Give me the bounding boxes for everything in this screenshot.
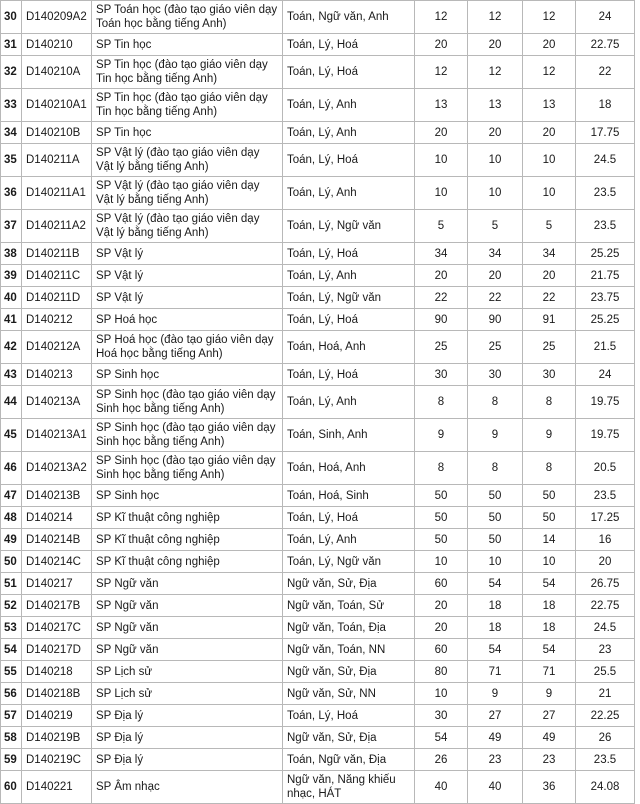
- table-row: [1, 265, 635, 287]
- cell-admitted: 27: [523, 705, 576, 727]
- cell-major: SP Vật lý: [92, 265, 283, 287]
- cell-stt: 45: [1, 419, 22, 452]
- cell-stt: 46: [1, 452, 22, 485]
- cell-code: D140213A2: [22, 452, 92, 485]
- cell-quota: 13: [415, 89, 468, 122]
- cell-stt: 44: [1, 386, 22, 419]
- cell-stt: 60: [1, 771, 22, 804]
- cell-subjects: Ngữ văn, Toán, Địa: [283, 617, 415, 639]
- cell-score: 23.5: [576, 210, 635, 243]
- cell-registered: 9: [468, 683, 523, 705]
- cell-major: SP Kĩ thuật công nghiệp: [92, 529, 283, 551]
- table-row: [1, 331, 635, 364]
- cell-quota: 10: [415, 144, 468, 177]
- cell-registered: 23: [468, 749, 523, 771]
- table-row: [1, 144, 635, 177]
- cell-major: SP Toán học (đào tạo giáo viên dạy Toán học bằng tiếng Anh): [92, 1, 283, 34]
- cell-quota: 20: [415, 595, 468, 617]
- cell-admitted: 23: [523, 749, 576, 771]
- cell-score: 23.75: [576, 287, 635, 309]
- cell-registered: 90: [468, 309, 523, 331]
- cell-registered: 25: [468, 331, 523, 364]
- cell-quota: 20: [415, 617, 468, 639]
- cell-score: 20.5: [576, 452, 635, 485]
- cell-major: SP Tin học (đào tạo giáo viên dạy Tin học bằng tiếng Anh): [92, 56, 283, 89]
- cell-quota: 10: [415, 177, 468, 210]
- cell-code: D140211C: [22, 265, 92, 287]
- cell-major: SP Tin học (đào tạo giáo viên dạy Tin học bằng tiếng Anh): [92, 89, 283, 122]
- cell-registered: 10: [468, 177, 523, 210]
- cell-quota: 26: [415, 749, 468, 771]
- table-row: [1, 287, 635, 309]
- cell-registered: 22: [468, 287, 523, 309]
- cell-admitted: 71: [523, 661, 576, 683]
- cell-subjects: Toán, Lý, Hoá: [283, 56, 415, 89]
- cell-score: 26.75: [576, 573, 635, 595]
- cell-registered: 30: [468, 364, 523, 386]
- cell-code: D140218B: [22, 683, 92, 705]
- cell-score: 22.75: [576, 595, 635, 617]
- cell-code: D140217D: [22, 639, 92, 661]
- table-row: [1, 364, 635, 386]
- cell-score: 24.08: [576, 771, 635, 804]
- table-row: [1, 661, 635, 683]
- cell-registered: 50: [468, 507, 523, 529]
- cell-major: SP Vật lý: [92, 287, 283, 309]
- cell-stt: 42: [1, 331, 22, 364]
- cell-subjects: Ngữ văn, Năng khiếu nhạc, HÁT: [283, 771, 415, 804]
- table-row: [1, 56, 635, 89]
- cell-code: D140211A2: [22, 210, 92, 243]
- cell-subjects: Toán, Lý, Anh: [283, 529, 415, 551]
- cell-admitted: 54: [523, 639, 576, 661]
- cell-major: SP Ngữ văn: [92, 617, 283, 639]
- cell-quota: 50: [415, 507, 468, 529]
- cell-registered: 50: [468, 485, 523, 507]
- cell-score: 21.75: [576, 265, 635, 287]
- cell-stt: 56: [1, 683, 22, 705]
- cell-subjects: Toán, Lý, Anh: [283, 177, 415, 210]
- cell-subjects: Ngữ văn, Sử, Địa: [283, 573, 415, 595]
- cell-stt: 53: [1, 617, 22, 639]
- cell-registered: 9: [468, 419, 523, 452]
- cell-quota: 12: [415, 1, 468, 34]
- cell-stt: 43: [1, 364, 22, 386]
- cell-code: D140211A1: [22, 177, 92, 210]
- cell-registered: 27: [468, 705, 523, 727]
- cell-registered: 13: [468, 89, 523, 122]
- cell-code: D140219C: [22, 749, 92, 771]
- cell-major: SP Kĩ thuật công nghiệp: [92, 507, 283, 529]
- cell-major: SP Sinh học: [92, 485, 283, 507]
- cell-code: D140212: [22, 309, 92, 331]
- table-row: [1, 551, 635, 573]
- cell-subjects: Ngữ văn, Sử, Địa: [283, 727, 415, 749]
- cell-score: 23.5: [576, 485, 635, 507]
- cell-registered: 20: [468, 34, 523, 56]
- cell-admitted: 18: [523, 595, 576, 617]
- cell-admitted: 10: [523, 177, 576, 210]
- cell-admitted: 22: [523, 287, 576, 309]
- cell-quota: 54: [415, 727, 468, 749]
- cell-major: SP Vật lý (đào tạo giáo viên dạy Vật lý bằng tiếng Anh): [92, 210, 283, 243]
- cell-code: D140210B: [22, 122, 92, 144]
- table-row: [1, 34, 635, 56]
- cell-code: D140219: [22, 705, 92, 727]
- cell-major: SP Ngữ văn: [92, 573, 283, 595]
- cell-subjects: Toán, Lý, Hoá: [283, 309, 415, 331]
- table-row: [1, 210, 635, 243]
- cell-major: SP Hoá học (đào tạo giáo viên dạy Hoá học bằng tiếng Anh): [92, 331, 283, 364]
- cell-score: 25.25: [576, 309, 635, 331]
- cell-subjects: Toán, Lý, Anh: [283, 89, 415, 122]
- cell-major: SP Vật lý (đào tạo giáo viên dạy Vật lý bằng tiếng Anh): [92, 177, 283, 210]
- cell-registered: 20: [468, 122, 523, 144]
- cell-subjects: Toán, Lý, Hoá: [283, 507, 415, 529]
- cell-registered: 34: [468, 243, 523, 265]
- cell-admitted: 9: [523, 419, 576, 452]
- cell-stt: 55: [1, 661, 22, 683]
- cell-registered: 50: [468, 529, 523, 551]
- cell-subjects: Ngữ văn, Toán, Sử: [283, 595, 415, 617]
- cell-major: SP Tin học: [92, 34, 283, 56]
- cell-code: D140217C: [22, 617, 92, 639]
- cell-score: 25.25: [576, 243, 635, 265]
- cell-major: SP Lịch sử: [92, 661, 283, 683]
- cell-major: SP Vật lý: [92, 243, 283, 265]
- table-row: [1, 727, 635, 749]
- cell-code: D140213: [22, 364, 92, 386]
- cell-code: D140217: [22, 573, 92, 595]
- cell-major: SP Tin học: [92, 122, 283, 144]
- cell-subjects: Toán, Hoá, Anh: [283, 452, 415, 485]
- cell-major: SP Lịch sử: [92, 683, 283, 705]
- cell-registered: 12: [468, 56, 523, 89]
- cell-stt: 57: [1, 705, 22, 727]
- cell-quota: 50: [415, 529, 468, 551]
- cell-registered: 40: [468, 771, 523, 804]
- table-row: [1, 573, 635, 595]
- cell-quota: 50: [415, 485, 468, 507]
- cell-code: D140210A: [22, 56, 92, 89]
- cell-code: D140212A: [22, 331, 92, 364]
- cell-registered: 8: [468, 386, 523, 419]
- cell-registered: 10: [468, 144, 523, 177]
- cell-score: 21.5: [576, 331, 635, 364]
- cell-stt: 31: [1, 34, 22, 56]
- cell-score: 19.75: [576, 419, 635, 452]
- cell-registered: 10: [468, 551, 523, 573]
- table-row: [1, 122, 635, 144]
- cell-admitted: 18: [523, 617, 576, 639]
- cell-admitted: 25: [523, 331, 576, 364]
- cell-score: 24: [576, 1, 635, 34]
- cell-subjects: Toán, Sinh, Anh: [283, 419, 415, 452]
- cell-major: SP Âm nhạc: [92, 771, 283, 804]
- cell-score: 22: [576, 56, 635, 89]
- cell-score: 23.5: [576, 749, 635, 771]
- cell-major: SP Hoá học: [92, 309, 283, 331]
- cell-quota: 20: [415, 34, 468, 56]
- cell-admitted: 30: [523, 364, 576, 386]
- cell-code: D140213A: [22, 386, 92, 419]
- cell-score: 17.25: [576, 507, 635, 529]
- cell-code: D140214B: [22, 529, 92, 551]
- cell-major: SP Địa lý: [92, 727, 283, 749]
- table-row: [1, 89, 635, 122]
- cell-subjects: Toán, Lý, Hoá: [283, 243, 415, 265]
- cell-admitted: 13: [523, 89, 576, 122]
- cell-score: 22.75: [576, 34, 635, 56]
- cell-subjects: Toán, Hoá, Anh: [283, 331, 415, 364]
- table-row: [1, 617, 635, 639]
- table-row: [1, 683, 635, 705]
- cell-quota: 20: [415, 122, 468, 144]
- cell-code: D140214C: [22, 551, 92, 573]
- cell-stt: 41: [1, 309, 22, 331]
- cell-admitted: 36: [523, 771, 576, 804]
- cell-code: D140211B: [22, 243, 92, 265]
- cell-code: D140211D: [22, 287, 92, 309]
- cell-subjects: Toán, Lý, Anh: [283, 122, 415, 144]
- cell-quota: 40: [415, 771, 468, 804]
- cell-score: 26: [576, 727, 635, 749]
- cell-admitted: 54: [523, 573, 576, 595]
- cell-admitted: 34: [523, 243, 576, 265]
- cell-score: 22.25: [576, 705, 635, 727]
- cell-admitted: 5: [523, 210, 576, 243]
- cell-admitted: 50: [523, 485, 576, 507]
- cell-registered: 20: [468, 265, 523, 287]
- cell-subjects: Toán, Lý, Ngữ văn: [283, 210, 415, 243]
- cell-quota: 22: [415, 287, 468, 309]
- table-body: [1, 1, 635, 804]
- cell-admitted: 12: [523, 56, 576, 89]
- cell-score: 21: [576, 683, 635, 705]
- cell-quota: 30: [415, 364, 468, 386]
- cell-code: D140211A: [22, 144, 92, 177]
- cell-admitted: 49: [523, 727, 576, 749]
- cell-subjects: Toán, Lý, Hoá: [283, 144, 415, 177]
- table-row: [1, 529, 635, 551]
- cell-score: 20: [576, 551, 635, 573]
- cell-code: D140219B: [22, 727, 92, 749]
- cell-quota: 8: [415, 386, 468, 419]
- cell-code: D140213B: [22, 485, 92, 507]
- cell-stt: 49: [1, 529, 22, 551]
- cell-quota: 34: [415, 243, 468, 265]
- cell-subjects: Toán, Lý, Ngữ văn: [283, 287, 415, 309]
- cell-major: SP Địa lý: [92, 705, 283, 727]
- cell-quota: 25: [415, 331, 468, 364]
- cell-stt: 48: [1, 507, 22, 529]
- table-row: [1, 243, 635, 265]
- cell-subjects: Toán, Hoá, Sinh: [283, 485, 415, 507]
- cell-quota: 8: [415, 452, 468, 485]
- cell-stt: 34: [1, 122, 22, 144]
- cell-stt: 37: [1, 210, 22, 243]
- cell-score: 24.5: [576, 617, 635, 639]
- cell-registered: 18: [468, 595, 523, 617]
- cell-stt: 51: [1, 573, 22, 595]
- cell-major: SP Vật lý (đào tạo giáo viên dạy Vật lý bằng tiếng Anh): [92, 144, 283, 177]
- cell-code: D140209A2: [22, 1, 92, 34]
- cell-stt: 35: [1, 144, 22, 177]
- cell-stt: 33: [1, 89, 22, 122]
- cell-subjects: Toán, Ngữ văn, Địa: [283, 749, 415, 771]
- cell-code: D140217B: [22, 595, 92, 617]
- table-row: [1, 386, 635, 419]
- cell-stt: 52: [1, 595, 22, 617]
- cell-quota: 60: [415, 639, 468, 661]
- table-row: [1, 639, 635, 661]
- cell-subjects: Toán, Lý, Hoá: [283, 364, 415, 386]
- cell-stt: 32: [1, 56, 22, 89]
- cell-code: D140210: [22, 34, 92, 56]
- cell-stt: 30: [1, 1, 22, 34]
- cell-admitted: 12: [523, 1, 576, 34]
- cell-quota: 80: [415, 661, 468, 683]
- cell-stt: 36: [1, 177, 22, 210]
- cell-admitted: 8: [523, 452, 576, 485]
- cell-subjects: Toán, Lý, Ngữ văn: [283, 551, 415, 573]
- cell-stt: 38: [1, 243, 22, 265]
- cell-quota: 90: [415, 309, 468, 331]
- cell-admitted: 14: [523, 529, 576, 551]
- cell-admitted: 91: [523, 309, 576, 331]
- cell-admitted: 20: [523, 265, 576, 287]
- cell-major: SP Sinh học (đào tạo giáo viên dạy Sinh học bằng tiếng Anh): [92, 419, 283, 452]
- cell-registered: 12: [468, 1, 523, 34]
- cell-major: SP Kĩ thuật công nghiệp: [92, 551, 283, 573]
- cell-major: SP Ngữ văn: [92, 639, 283, 661]
- table-row: [1, 452, 635, 485]
- cell-admitted: 8: [523, 386, 576, 419]
- cell-score: 16: [576, 529, 635, 551]
- cell-quota: 10: [415, 551, 468, 573]
- cell-major: SP Sinh học (đào tạo giáo viên dạy Sinh học bằng tiếng Anh): [92, 452, 283, 485]
- cell-quota: 10: [415, 683, 468, 705]
- cell-admitted: 9: [523, 683, 576, 705]
- cell-registered: 54: [468, 573, 523, 595]
- cell-registered: 5: [468, 210, 523, 243]
- table-row: [1, 1, 635, 34]
- cell-score: 23.5: [576, 177, 635, 210]
- cell-admitted: 50: [523, 507, 576, 529]
- cell-quota: 9: [415, 419, 468, 452]
- cell-admitted: 10: [523, 144, 576, 177]
- cell-major: SP Địa lý: [92, 749, 283, 771]
- cell-stt: 39: [1, 265, 22, 287]
- cell-admitted: 10: [523, 551, 576, 573]
- table-row: [1, 749, 635, 771]
- cell-admitted: 20: [523, 34, 576, 56]
- cell-registered: 49: [468, 727, 523, 749]
- cell-code: D140213A1: [22, 419, 92, 452]
- cell-stt: 50: [1, 551, 22, 573]
- cell-score: 19.75: [576, 386, 635, 419]
- table-row: [1, 419, 635, 452]
- cell-quota: 20: [415, 265, 468, 287]
- table-row: [1, 309, 635, 331]
- cell-subjects: Toán, Ngữ văn, Anh: [283, 1, 415, 34]
- cell-subjects: Ngữ văn, Toán, NN: [283, 639, 415, 661]
- cell-quota: 30: [415, 705, 468, 727]
- cell-stt: 47: [1, 485, 22, 507]
- cell-subjects: Ngữ văn, Sử, Địa: [283, 661, 415, 683]
- cell-major: SP Sinh học (đào tạo giáo viên dạy Sinh học bằng tiếng Anh): [92, 386, 283, 419]
- cell-quota: 5: [415, 210, 468, 243]
- table-row: [1, 705, 635, 727]
- cell-registered: 8: [468, 452, 523, 485]
- cell-stt: 58: [1, 727, 22, 749]
- cell-quota: 12: [415, 56, 468, 89]
- cell-code: D140214: [22, 507, 92, 529]
- cell-admitted: 20: [523, 122, 576, 144]
- cell-subjects: Toán, Lý, Hoá: [283, 705, 415, 727]
- cell-score: 23: [576, 639, 635, 661]
- cell-score: 24: [576, 364, 635, 386]
- cell-score: 18: [576, 89, 635, 122]
- table-row: [1, 595, 635, 617]
- table-row: [1, 177, 635, 210]
- cell-code: D140210A1: [22, 89, 92, 122]
- cell-score: 17.75: [576, 122, 635, 144]
- table-row: [1, 485, 635, 507]
- cell-subjects: Toán, Lý, Anh: [283, 265, 415, 287]
- cell-major: SP Ngữ văn: [92, 595, 283, 617]
- cell-code: D140218: [22, 661, 92, 683]
- cell-code: D140221: [22, 771, 92, 804]
- cell-registered: 18: [468, 617, 523, 639]
- cell-quota: 60: [415, 573, 468, 595]
- cell-subjects: Toán, Lý, Anh: [283, 386, 415, 419]
- cell-stt: 54: [1, 639, 22, 661]
- cell-registered: 71: [468, 661, 523, 683]
- cell-subjects: Ngữ văn, Sử, NN: [283, 683, 415, 705]
- cell-major: SP Sinh học: [92, 364, 283, 386]
- table-row: [1, 507, 635, 529]
- cell-score: 24.5: [576, 144, 635, 177]
- cell-subjects: Toán, Lý, Hoá: [283, 34, 415, 56]
- cell-score: 25.5: [576, 661, 635, 683]
- cell-stt: 59: [1, 749, 22, 771]
- cell-stt: 40: [1, 287, 22, 309]
- cell-registered: 54: [468, 639, 523, 661]
- table-row: [1, 771, 635, 804]
